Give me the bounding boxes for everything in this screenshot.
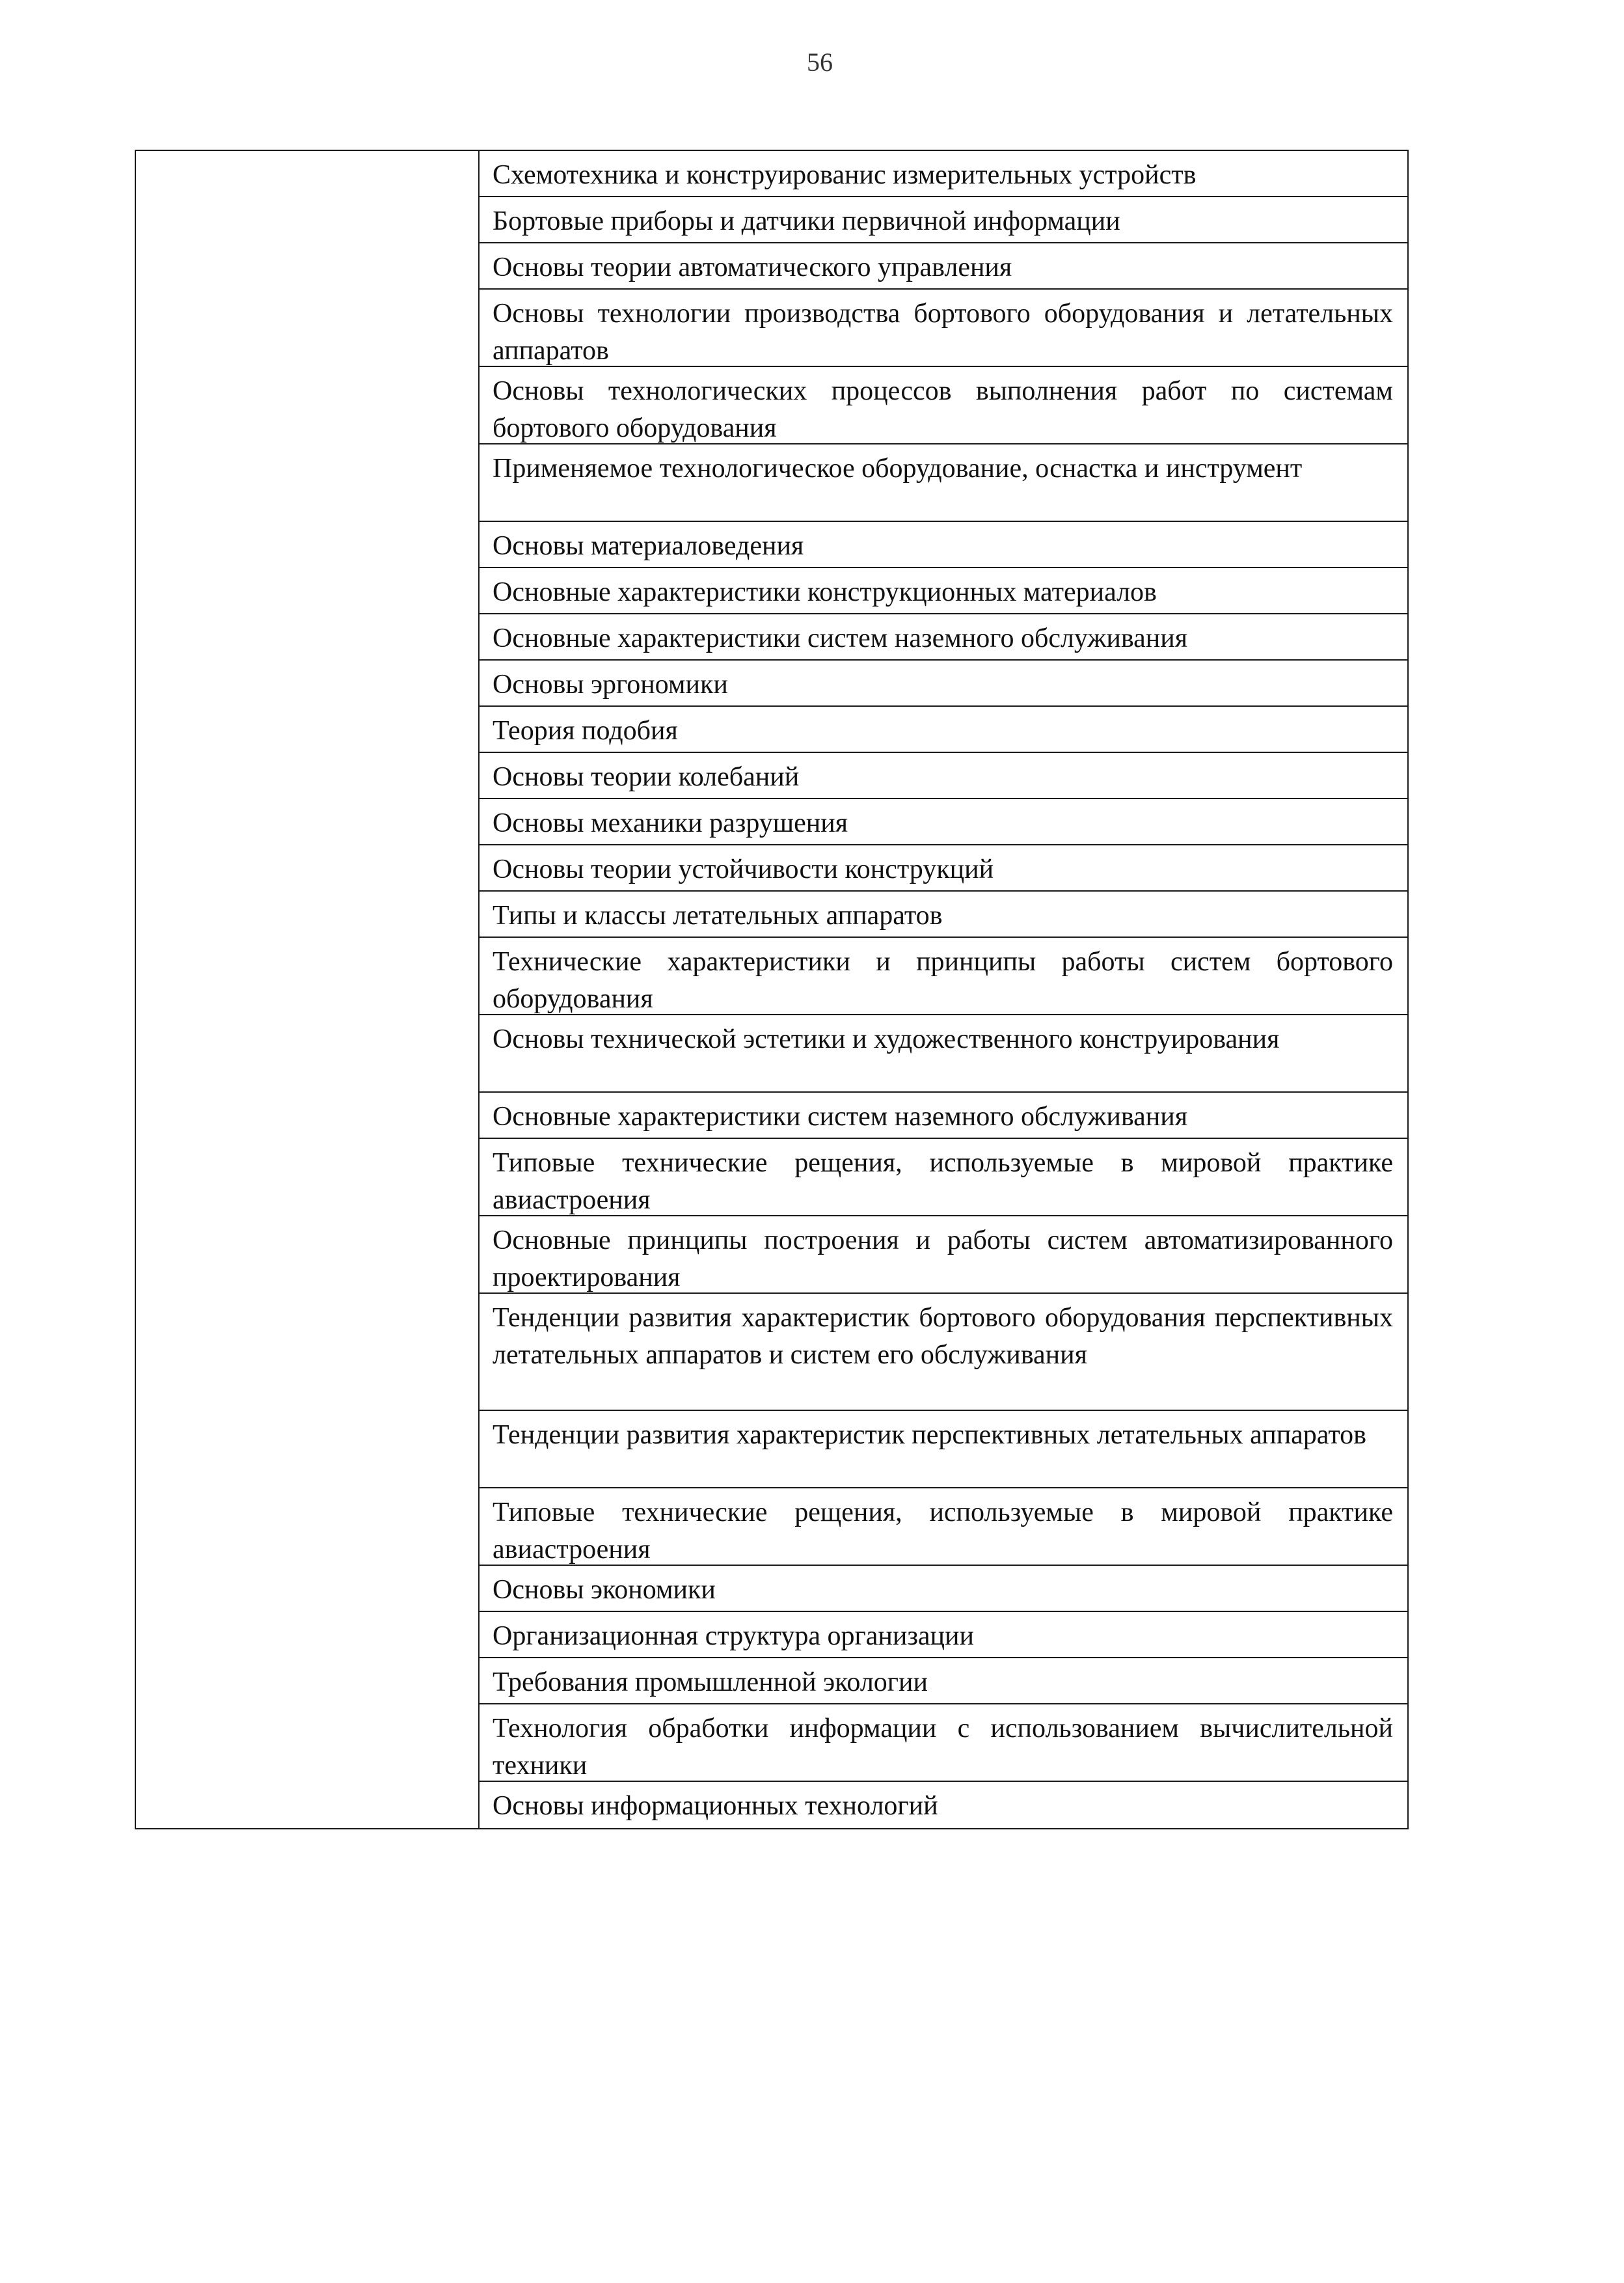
table-row: Основы теории автоматического управления: [480, 243, 1407, 290]
table-row: Бортовые приборы и датчики первичной информации: [480, 197, 1407, 243]
table-row: Основы экономики: [480, 1566, 1407, 1612]
table-row: Основы технологических процессов выполнения работ по системам бортового оборудования: [480, 367, 1407, 444]
table-row: Технические характеристики и принципы работы систем бортового оборудования: [480, 938, 1407, 1015]
table-row: Основы теории устойчивости конструкций: [480, 845, 1407, 892]
table-row: Требования промышленной экологии: [480, 1658, 1407, 1704]
table-row: Технология обработки информации с использованием вычислительной техники: [480, 1704, 1407, 1782]
topics-cell: [479, 150, 1408, 1829]
table-row: Типовые технические рещения, используемые в мировой практике авиастроения: [480, 1488, 1407, 1566]
table-row: Основы информационных технологий: [493, 1791, 938, 1821]
table-row: Основные характеристики систем наземного обслуживания: [480, 1093, 1407, 1139]
table-row: Теория подобия: [480, 707, 1407, 753]
table-row: Организационная структура организации: [480, 1612, 1407, 1658]
requirements-table: [135, 150, 1409, 1829]
table-row: Основные характеристики конструкционных материалов: [480, 568, 1407, 614]
table-row: Тенденции развития характеристик перспективных летательных аппаратов: [480, 1411, 1407, 1488]
left-column-cell: [135, 150, 479, 1829]
table-row: Типы и классы летательных аппаратов: [480, 892, 1407, 938]
table-row: Схемотехника и конструированис измерительных устройств: [480, 151, 1407, 197]
table-row: Применяемое технологическое оборудование, оснастка и инструмент: [480, 444, 1407, 522]
table-row: Основы технической эстетики и художественного конструирования: [480, 1015, 1407, 1093]
table-row: Основы механики разрушения: [480, 799, 1407, 845]
table-row: Основные принципы построения и работы систем автоматизированного проектирования: [480, 1216, 1407, 1294]
table-row: Основы технологии производства бортового оборудования и летательных аппаратов: [480, 290, 1407, 367]
table-row: Основы теории колебаний: [480, 753, 1407, 799]
table-row: Основные характеристики систем наземного обслуживания: [480, 614, 1407, 661]
table-row: Основы материаловедения: [480, 522, 1407, 568]
table-row: Тенденции развития характеристик бортового оборудования перспективных летательных аппаратов и систем его обслуживания: [480, 1294, 1407, 1411]
page-number: 56: [807, 48, 833, 77]
table-row: [135, 150, 1408, 1829]
table-row: Основы эргономики: [480, 661, 1407, 707]
table-row: Типовые технические рещения, используемые в мировой практике авиастроения: [480, 1139, 1407, 1216]
